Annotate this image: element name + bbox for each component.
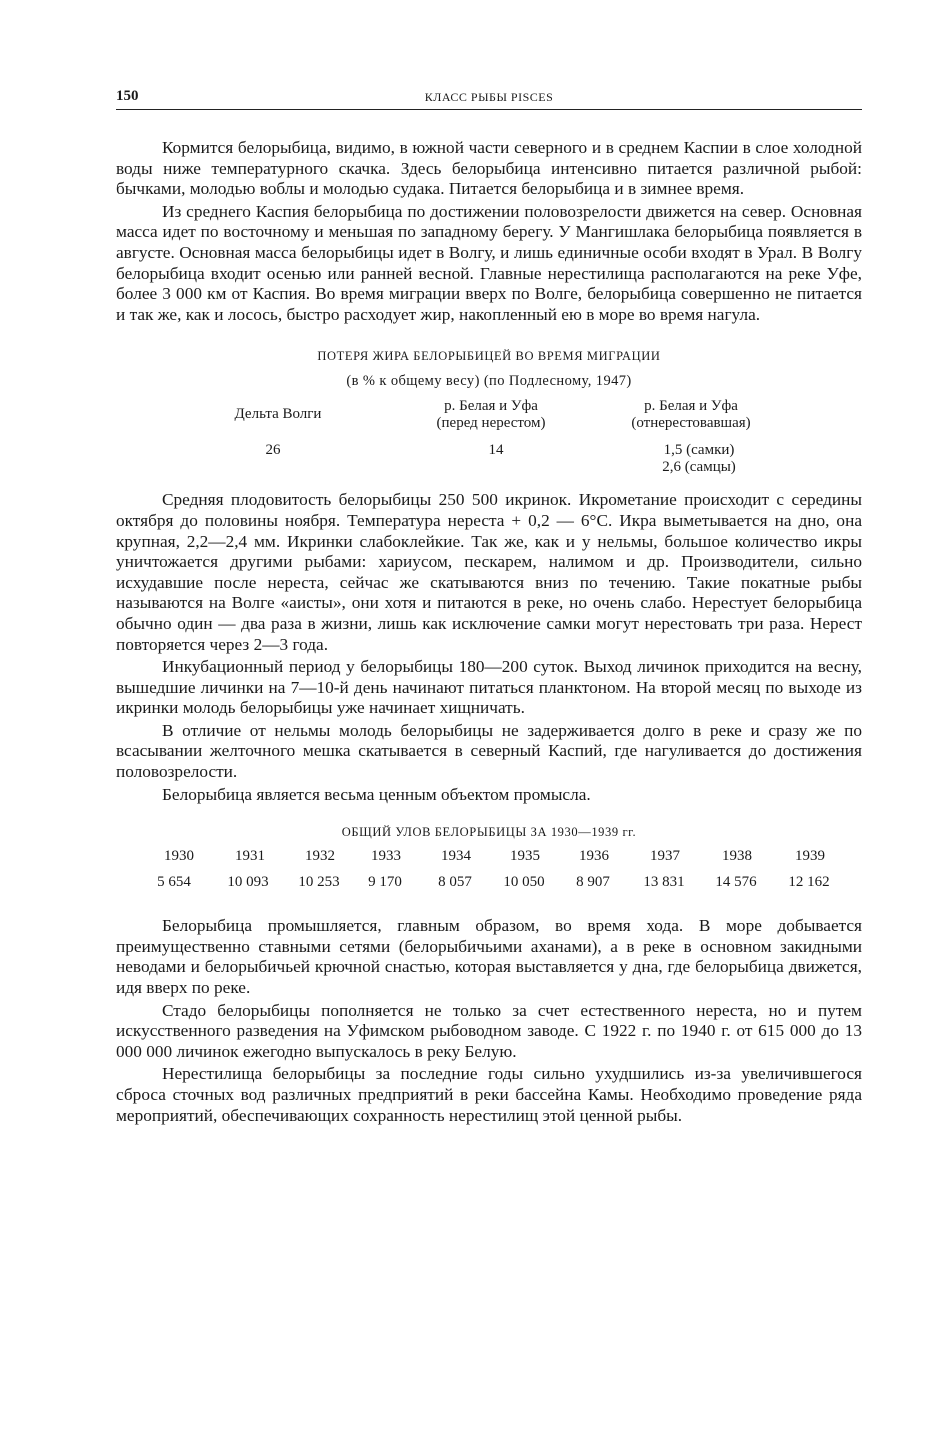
paragraph-juveniles: В отличие от нельмы молодь белорыбицы не задерживается долго в реке и сразу же по всасывании желточного мешка скатывается в северный Каспий, где нагуливается до достижения половозрелости. [116, 720, 862, 782]
catch-year: 1932 [305, 848, 335, 865]
fat-table-col3-value-line1: 1,5 (самки) [663, 442, 735, 459]
fat-table-col2-header-line2: (перед нерестом) [436, 415, 546, 432]
paragraph-stocking: Стадо белорыбицы пополняется не только за счет естественного нереста, но и путем искусственного разведения на Уфимском рыбоводном заводе. С 1922 г. по 1940 г. от 615 000 до 13 000 000 личинок ежегодно выпускалось в реку Белую. [116, 1000, 862, 1061]
paragraph-migration: Из среднего Каспия белорыбица по достижении половозрелости движется на север. Основная масса идет по восточному и меньшая по западному берегу. У Мангишлака белорыбица появляется в августе. Основная масса белорыбицы идет в Волгу, и лишь единичные особи входят в Урал. В Волгу белорыбица входит осенью или ранней весной. Главные нерестилища располагаются на реке Уфе, более 3 000 км от Каспия. Во время миграции вверх по Волге, белорыбица совершенно не питается и так же, как и лосось, быстро расходует жир, накопленный ею в море во время нагула. [116, 201, 862, 324]
catch-year: 1930 [164, 848, 194, 865]
paragraph-spawning-grounds: Нерестилища белорыбицы за последние годы сильно ухудшились из-за увеличившегося сброса сточных вод различных предприятий в реки бассейна Камы. Необходимо проведение ряда мероприятий, обеспечивающих сохранность нерестилищ этой ценной рыбы. [116, 1064, 862, 1125]
catch-year: 1937 [650, 848, 680, 865]
fat-table-title: ПОТЕРЯ ЖИРА БЕЛОРЫБИЦЕЙ ВО ВРЕМЯ МИГРАЦИИ [317, 349, 661, 364]
fat-table-subtitle: (в % к общему весу) (по Подлесному, 1947) [346, 373, 632, 390]
paragraph-fishing: Белорыбица промышляется, главным образом, во время хода. В море добывается преимущественно ставными сетями (белорыбичьими аханами), а в реке в основном закидными неводами и белорыбичьей крючной снастью, которая выставляется у дна, где белорыбица движется, идя вверх по реке. [116, 916, 862, 998]
catch-year: 1938 [722, 848, 752, 865]
catch-year: 1934 [441, 848, 471, 865]
catch-year: 1935 [510, 848, 540, 865]
catch-value: 10 050 [503, 874, 545, 891]
fat-table-col3-value [634, 442, 764, 476]
fat-table-col2-value: 14 [488, 442, 504, 459]
fat-table-col2-header [411, 398, 571, 432]
catch-value: 9 170 [368, 874, 402, 891]
fat-loss-table [116, 398, 862, 478]
catch-value: 14 576 [715, 874, 757, 891]
catch-value: 10 253 [298, 874, 340, 891]
paragraph-fecundity: Средняя плодовитость белорыбицы 250 500 икринок. Икрометание происходит с середины октября до половины ноября. Температура нереста + 0,2 — 6°С. Икра выметывается на дно, она крупная, 2,2—2,4 мм. Икринки слабоклейкие. Так же, как и у нельмы, большое количество икры уничтожается другими рыбами: хариусом, пескарем, налимом и др. Производители, сильно исхудавшие после нереста, сейчас же скатываются вниз по течению. Такие покатные рыбы называются на Волге «аисты», они хотя и питаются в реке, но очень слабо. Нерестует белорыбица обычно один — два раза в жизни, лишь как исключение самки могут нерестовать три раза. Нерест повторяется через 2—3 года. [116, 490, 862, 654]
catch-value: 12 162 [788, 874, 830, 891]
catch-year: 1939 [795, 848, 825, 865]
catch-table-title: ОБЩИЙ УЛОВ БЕЛОРЫБИЦЫ ЗА 1930—1939 гг. [341, 825, 637, 840]
fat-table-col3-header-line2: (отнерестовавшая) [631, 415, 751, 432]
catch-value: 13 831 [643, 874, 685, 891]
book-page [116, 84, 862, 1126]
fat-table-col3-header-line1: р. Белая и Уфа [644, 398, 738, 415]
catch-value: 10 093 [227, 874, 269, 891]
fat-table-col3-value-line2: 2,6 (самцы) [662, 459, 736, 476]
catch-year: 1931 [235, 848, 265, 865]
paragraph-feeding: Кормится белорыбица, видимо, в южной части северного и в среднем Каспии в слое холодной воды ниже температурного скачка. Здесь белорыбица интенсивно питается различной рыбой: бычками, молодью воблы и молодью судака. Питается белорыбица и в зимнее время. [116, 138, 862, 199]
catch-year: 1936 [579, 848, 609, 865]
paragraph-incubation: Инкубационный период у белорыбицы 180—200 суток. Выход личинок приходится на весну, вышедшие личинки на 7—10-й день начинают питаться планктоном. На второй месяц по выходе из икринки молодь белорыбицы уже начинает хищничать. [116, 657, 862, 718]
running-title: КЛАСС РЫБЫ PISCES [424, 90, 554, 104]
fat-table-col1-value: 26 [265, 442, 281, 459]
catch-value: 8 057 [438, 874, 472, 891]
paragraph-value: Белорыбица является весьма ценным объектом промысла. [162, 784, 591, 804]
catch-year: 1933 [371, 848, 401, 865]
page-number: 150 [116, 88, 139, 104]
fat-table-col3-header [611, 398, 771, 432]
catch-table [116, 848, 862, 900]
page-header [116, 84, 862, 110]
fat-table-col1-header: Дельта Волги [234, 406, 322, 423]
catch-value: 5 654 [157, 874, 191, 891]
fat-table-col2-header-line1: р. Белая и Уфа [444, 398, 538, 415]
catch-value: 8 907 [576, 874, 610, 891]
